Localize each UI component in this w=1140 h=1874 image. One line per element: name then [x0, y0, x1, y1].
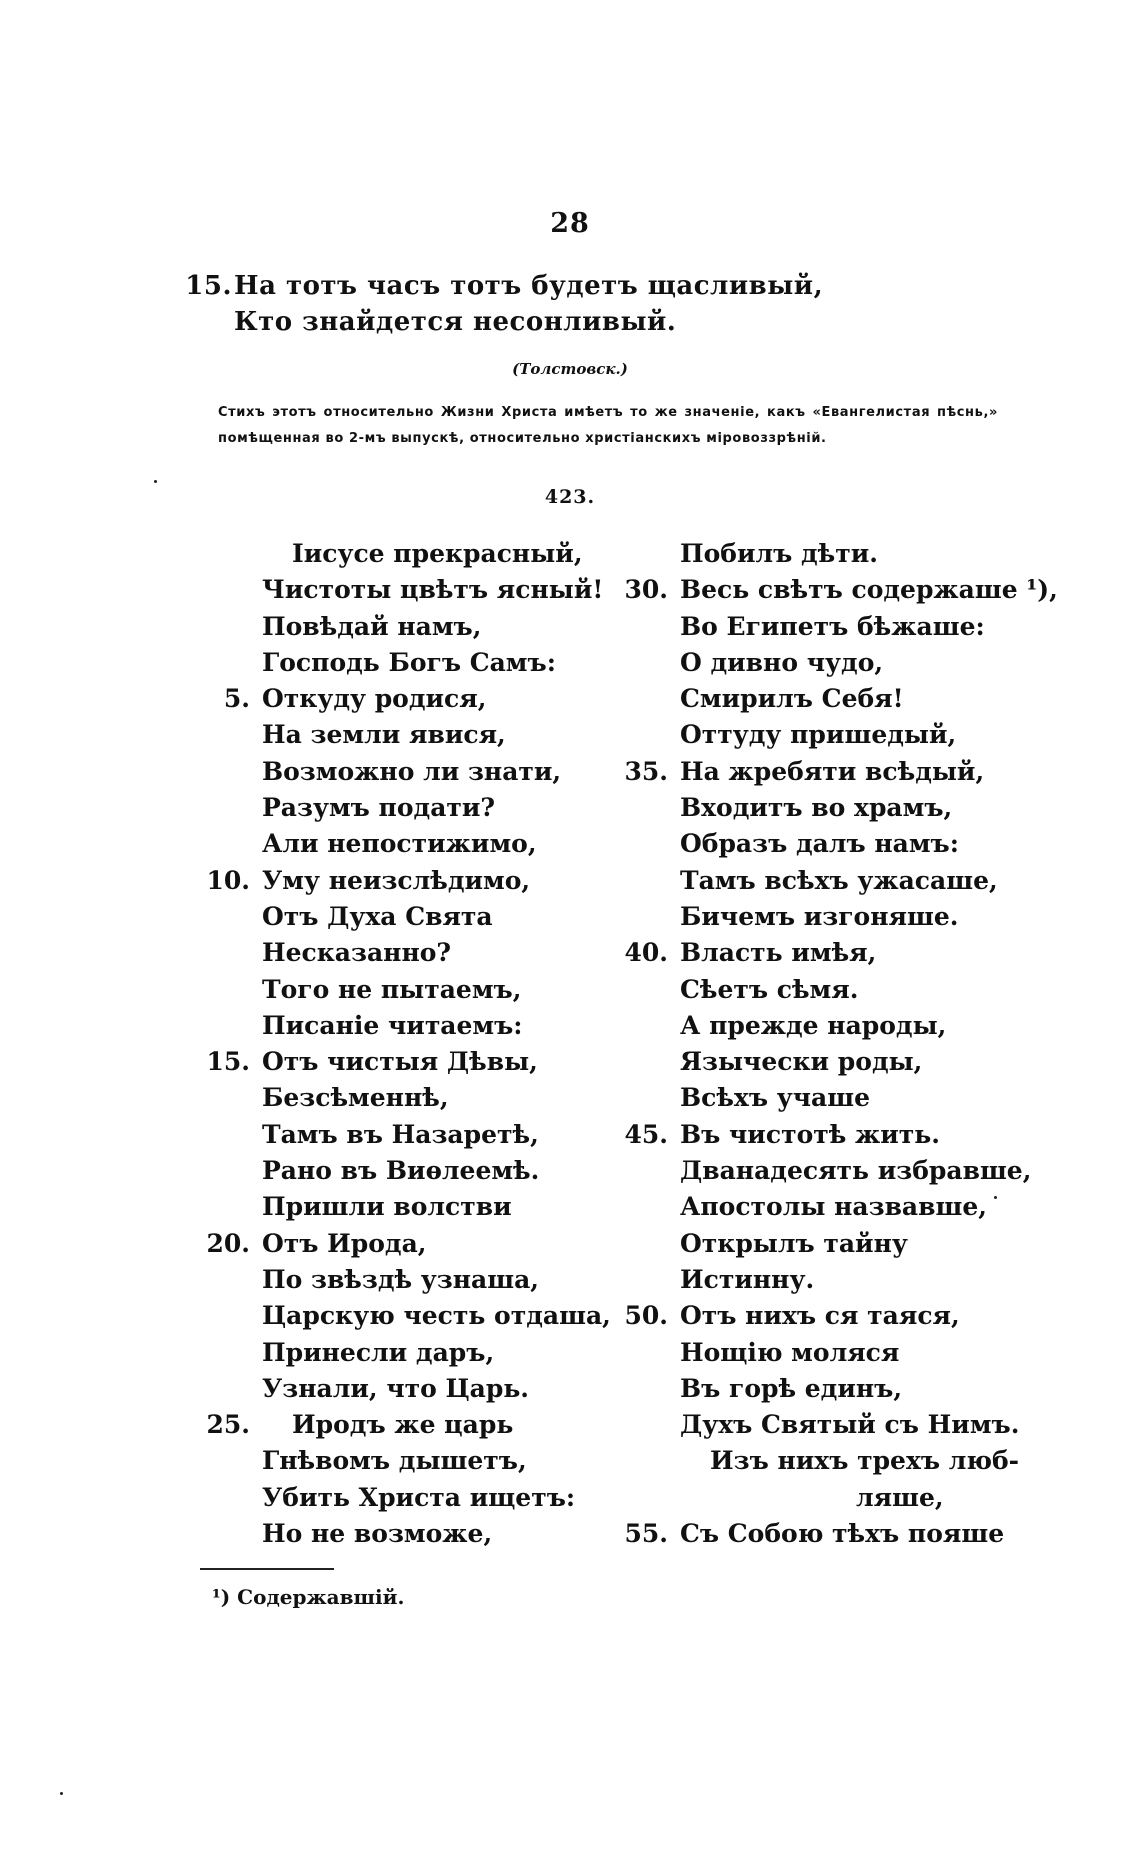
- verse-line: [624, 1516, 1020, 1552]
- line-text: Отъ чистыя Дѣвы,: [262, 1047, 538, 1077]
- verse-line: [680, 863, 1020, 899]
- right-column: [624, 536, 1058, 1552]
- line-text: Духъ Святый съ Нимъ.: [680, 1410, 1020, 1440]
- verse-line: [262, 717, 602, 753]
- verse-line: [680, 1262, 1020, 1298]
- line-number: 35.: [624, 756, 668, 786]
- line-text: Истинну.: [680, 1264, 815, 1294]
- page-number: 28: [550, 208, 590, 239]
- line-text: Пришли волстви: [262, 1192, 512, 1222]
- verse-line: [206, 1407, 602, 1443]
- verse-line: [262, 899, 602, 935]
- line-text: Того не пытаемъ,: [262, 974, 522, 1004]
- line-number: 45.: [624, 1119, 668, 1149]
- line-text: Язычески роды,: [680, 1047, 923, 1077]
- line-text: На тотъ часъ тотъ будетъ щасливый,: [234, 271, 824, 301]
- line-text: Нощію моляся: [680, 1337, 900, 1367]
- line-text: Тамъ всѣхъ ужасаше,: [680, 865, 998, 895]
- verse-line: [680, 645, 1020, 681]
- line-text: Гнѣвомъ дышетъ,: [262, 1446, 527, 1476]
- verse-line: [262, 1516, 602, 1552]
- footnote: ¹) Содержавшій.: [212, 1585, 405, 1609]
- verse-line: [262, 1443, 602, 1479]
- attribution: (Толстовск.): [512, 360, 628, 378]
- line-text: Весь свѣтъ содержаше ¹),: [680, 575, 1058, 605]
- verse-line: [262, 826, 602, 862]
- verse-line: [680, 1443, 1020, 1479]
- verse-line: [680, 899, 1020, 935]
- line-number: 5.: [223, 684, 250, 714]
- line-text: А прежде народы,: [680, 1010, 947, 1040]
- line-text: Узнали, что Царь.: [262, 1373, 529, 1403]
- line-text: Тамъ въ Назаретѣ,: [262, 1119, 539, 1149]
- verse-line: [680, 717, 1020, 753]
- line-number: 15.: [185, 271, 232, 301]
- print-speck: [60, 1792, 63, 1795]
- line-text: Въ чистотѣ жить.: [680, 1119, 940, 1149]
- line-text: Изъ нихъ трехъ люб-: [710, 1446, 1020, 1476]
- line-text: Но не возможе,: [262, 1519, 493, 1549]
- verse-line: [680, 1189, 1020, 1225]
- line-text: По звѣздѣ узнаша,: [262, 1264, 540, 1294]
- verse-line: [223, 681, 602, 717]
- line-text: На жребяти всѣдый,: [680, 756, 985, 786]
- print-speck: [994, 1196, 997, 1199]
- line-text: Образъ далъ намъ:: [680, 829, 959, 859]
- verse-line: [680, 1080, 1020, 1116]
- line-text: Безсѣменнѣ,: [262, 1083, 449, 1113]
- line-text: Побилъ дѣти.: [680, 539, 878, 568]
- line-text: Смирилъ Себя!: [680, 684, 904, 714]
- line-text: Рано въ Виѳлеемѣ.: [262, 1156, 540, 1186]
- verse-line: [262, 1335, 602, 1371]
- line-text: Апостолы назвавше,: [680, 1192, 987, 1222]
- line-number: 15.: [206, 1047, 250, 1077]
- line-text: ляше,: [856, 1482, 944, 1512]
- verse-line: [680, 681, 1020, 717]
- line-text: Отъ Духа Свята: [262, 901, 493, 931]
- line-number: 30.: [624, 575, 668, 605]
- verse-line: [680, 790, 1020, 826]
- verse-line: [206, 1226, 602, 1262]
- verse-line: [262, 1153, 602, 1189]
- verse-line: [262, 572, 602, 608]
- line-text: Принесли даръ,: [262, 1337, 495, 1367]
- line-number: 25.: [206, 1410, 250, 1440]
- line-text: Возможно ли знати,: [262, 756, 562, 786]
- verse-line: [680, 609, 1020, 645]
- verse-line: [680, 1407, 1020, 1443]
- verse-line: [680, 1008, 1020, 1044]
- top-verse: [185, 268, 994, 340]
- verse-line: [262, 1298, 611, 1334]
- line-text: Съ Собою тѣхъ пояше: [680, 1519, 1005, 1549]
- line-text: Али непостижимо,: [262, 829, 537, 859]
- footnote-divider: [200, 1568, 334, 1570]
- verse-line: [680, 1480, 1020, 1516]
- verse-line: [680, 1226, 1020, 1262]
- line-number: 40.: [624, 938, 668, 968]
- left-column: [206, 536, 611, 1552]
- line-text: Во Египетъ бѣжаше:: [680, 611, 985, 641]
- line-text: На земли явися,: [262, 720, 506, 750]
- line-text: Въ горѣ единъ,: [680, 1373, 903, 1403]
- editorial-note: Стихъ этотъ относительно Жизни Христа имѣетъ то же значеніе, какъ «Евангелистая пѣснь,» помѣщенная во 2-мъ выпускѣ, относительно христіанскихъ міровоззрѣній.: [218, 405, 998, 446]
- verse-line: [680, 972, 1020, 1008]
- verse-line: [262, 1008, 602, 1044]
- line-text: Отъ нихъ ся таяся,: [680, 1301, 960, 1331]
- verse-line: [680, 826, 1020, 862]
- line-number: 10.: [206, 865, 250, 895]
- verse-line: [262, 1189, 602, 1225]
- verse-line: [680, 536, 1020, 572]
- print-speck: [154, 480, 157, 483]
- verse-line: [624, 754, 1020, 790]
- verse-line: [262, 790, 602, 826]
- line-text: Несказанно?: [262, 938, 452, 968]
- line-text: Отъ Ирода,: [262, 1228, 427, 1258]
- verse-line: [262, 1262, 602, 1298]
- verse-line: [262, 972, 602, 1008]
- line-number: 55.: [624, 1519, 668, 1549]
- hymn-number: 423.: [544, 486, 596, 508]
- line-text: Сѣетъ сѣмя.: [680, 974, 859, 1004]
- verse-line: [680, 1371, 1020, 1407]
- verse-line: [624, 1117, 1020, 1153]
- verse-line: [262, 1117, 602, 1153]
- verse-line: [262, 754, 602, 790]
- line-text: Кто знайдется несонливый.: [234, 307, 677, 337]
- line-text: Уму неизслѣдимо,: [262, 865, 531, 895]
- verse-line: [262, 1480, 602, 1516]
- verse-line: [624, 1298, 1020, 1334]
- line-text: Власть имѣя,: [680, 938, 877, 968]
- line-number: 50.: [624, 1301, 668, 1331]
- line-text: Іисусе прекрасный,: [292, 539, 583, 568]
- verse-line: [680, 1153, 1032, 1189]
- verse-line: [234, 304, 994, 340]
- verse-line: [624, 572, 1058, 608]
- verse-line: [680, 1335, 1020, 1371]
- line-text: Оттуду пришедый,: [680, 720, 957, 750]
- line-text: Писаніе читаемъ:: [262, 1010, 523, 1040]
- line-text: Бичемъ изгоняше.: [680, 901, 959, 931]
- verse-line: [262, 645, 602, 681]
- verse-line: [262, 1080, 602, 1116]
- verse-line: [206, 1044, 602, 1080]
- line-text: Господь Богъ Самъ:: [262, 647, 556, 677]
- line-text: Открылъ тайну: [680, 1228, 908, 1258]
- verse-line: [206, 863, 602, 899]
- line-text: Убить Христа ищетъ:: [262, 1482, 576, 1512]
- line-text: Всѣхъ учаше: [680, 1083, 870, 1113]
- line-text: Чистоты цвѣтъ ясный!: [262, 575, 604, 605]
- verse-line: [262, 536, 602, 572]
- line-text: Дванадесять избравше,: [680, 1156, 1032, 1186]
- verse-line: [262, 609, 602, 645]
- line-text: Иродъ же царь: [292, 1410, 514, 1440]
- line-text: О дивно чудо,: [680, 647, 884, 677]
- line-text: Повѣдай намъ,: [262, 611, 482, 641]
- line-text: Входитъ во храмъ,: [680, 793, 953, 823]
- verse-line: [185, 268, 994, 304]
- verse-line: [262, 935, 602, 971]
- verse-line: [624, 935, 1020, 971]
- verse-line: [262, 1371, 602, 1407]
- line-text: Откуду родися,: [262, 684, 487, 714]
- line-number: 20.: [206, 1228, 250, 1258]
- line-text: Разумъ подати?: [262, 793, 496, 823]
- verse-line: [680, 1044, 1020, 1080]
- line-text: Царскую честь отдаша,: [262, 1301, 611, 1331]
